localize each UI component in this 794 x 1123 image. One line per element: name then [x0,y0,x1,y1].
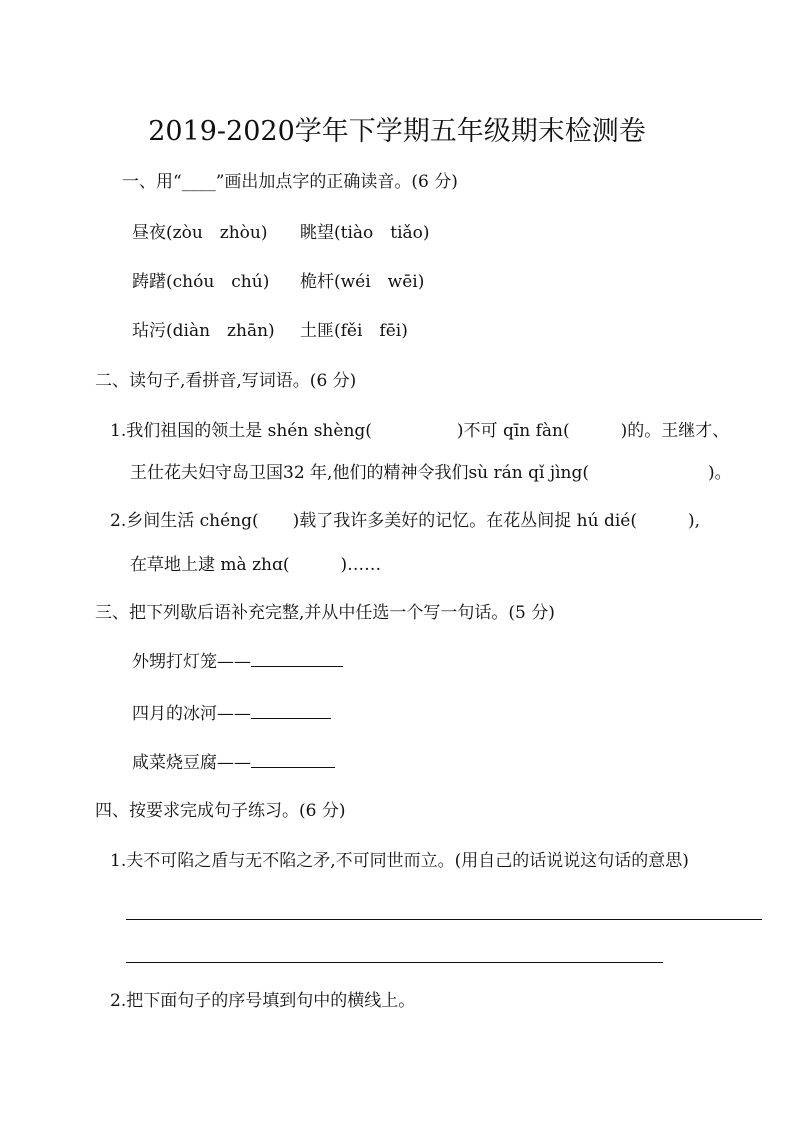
page-title: 2019-2020学年下学期五年级期末检测卷 [148,116,646,147]
answer-line[interactable] [126,919,762,920]
proverb-item [132,755,335,772]
answer-blank[interactable] [251,665,343,667]
pinyin-option: 踌躇(chóu chú) [132,272,270,292]
question-line: 王仕花夫妇守岛卫国32 年,他们的精神令我们sù rán qǐ jìng( )。 [130,463,732,483]
pinyin-option: 桅杆(wéi wēi) [300,272,425,292]
section-2-heading: 二、读句子,看拼音,写词语。(6 分) [95,371,357,391]
proverb-item [132,706,331,723]
proverb-item [132,654,343,671]
pinyin-option: 眺望(tiào tiǎo) [300,223,430,243]
question-line: 2.把下面句子的序号填到句中的横线上。 [110,991,416,1011]
proverb-text: 外甥打灯笼—— [132,652,251,672]
proverb-text: 四月的冰河—— [132,704,251,724]
question-line: 2.乡间生活 chéng( )载了我许多美好的记忆。在花丛间捉 hú dié( ), [110,511,701,531]
pinyin-option: 昼夜(zòu zhòu) [132,223,268,243]
pinyin-option: 玷污(diàn zhān) [132,321,275,341]
question-line: 1.夫不可陷之盾与无不陷之矛,不可同世而立。(用自己的话说说这句话的意思) [110,851,689,871]
question-line: 1.我们祖国的领土是 shén shèng( )不可 qīn fàn( )的。王继才、 [110,421,730,441]
section-3-heading: 三、把下列歇后语补充完整,并从中任选一个写一句话。(5 分) [95,603,555,623]
proverb-text: 咸菜烧豆腐—— [132,753,251,773]
answer-blank[interactable] [251,717,331,719]
answer-blank[interactable] [251,766,335,768]
section-1-heading: 一、用“____”画出加点字的正确读音。(6 分) [122,172,458,192]
section-4-heading: 四、按要求完成句子练习。(6 分) [95,801,346,821]
question-line: 在草地上逮 mà zhɑ( )…… [130,555,382,575]
answer-line[interactable] [126,962,663,963]
pinyin-option: 土匪(fěi fēi) [300,321,408,341]
